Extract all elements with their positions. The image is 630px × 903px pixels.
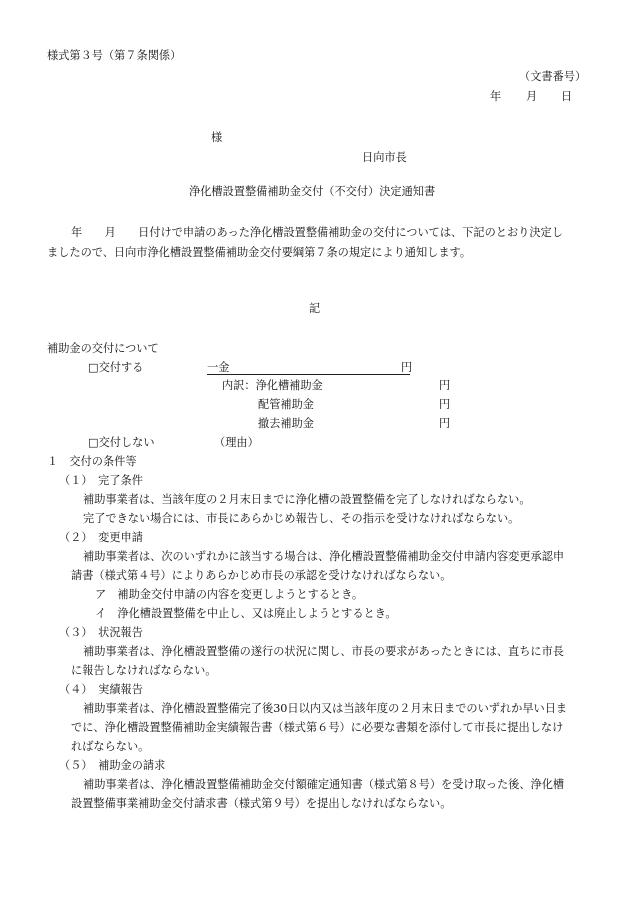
condition-5-line-2: 設置整備事業補助金交付請求書（様式第９号）を提出しなければならない。 <box>71 797 452 810</box>
condition-4-title: （４） 実績報告 <box>59 683 143 696</box>
reason-label: （理由） <box>214 436 259 449</box>
condition-5-title: （５） 補助金の請求 <box>59 759 166 772</box>
recipient-suffix: 様 <box>211 131 223 144</box>
breakdown-septic: 内訳：浄化槽補助金 <box>222 379 323 392</box>
condition-1-line-2: 完了できない場合には、市長にあらかじめ報告し、その指示を受けなければならない。 <box>83 512 520 525</box>
grant-heading: 補助金の交付について <box>47 342 159 355</box>
condition-2-item-a: ア 補助金交付申請の内容を変更しようとするとき。 <box>95 588 364 601</box>
ki-heading: 記 <box>309 302 321 315</box>
date-month: 月 <box>526 90 538 103</box>
grant-option-checkbox: □交付する <box>88 361 144 374</box>
condition-3-line-2: に報告しなければならない。 <box>71 664 217 677</box>
amount-underline <box>207 374 410 375</box>
breakdown-removal-yen: 円 <box>439 417 451 430</box>
condition-3-title: （３） 状況報告 <box>59 626 143 639</box>
breakdown-septic-yen: 円 <box>439 379 451 392</box>
condition-1-title: （１） 完了条件 <box>59 474 143 487</box>
breakdown-piping-yen: 円 <box>439 398 451 411</box>
no-grant-option-checkbox: □交付しない <box>88 436 155 449</box>
breakdown-piping: 配管補助金 <box>258 398 314 411</box>
condition-2-item-i: イ 浄化槽設置整備を中止し、又は廃止しようとするとき。 <box>95 607 397 620</box>
condition-4-line-1: 補助事業者は、浄化槽設置整備完了後30日以内又は当該年度の２月末日までのいずれか早い日ま <box>83 702 568 715</box>
date-year: 年 <box>490 90 502 103</box>
date-day: 日 <box>561 90 573 103</box>
issuer: 日向市長 <box>362 151 407 164</box>
condition-2-line-1: 補助事業者は、次のいずれかに該当する場合は、浄化槽設置整備補助金交付申請内容変更承認申 <box>83 550 565 563</box>
condition-5-line-1: 補助事業者は、浄化槽設置整備補助金交付額確定通知書（様式第８号）を受け取った後、浄化槽 <box>83 778 565 791</box>
condition-4-line-2: でに、浄化槽設置整備補助金実績報告書（様式第６号）に必要な書類を添付して市長に提出しなけ <box>71 721 564 734</box>
breakdown-removal: 撤去補助金 <box>258 417 314 430</box>
condition-1-line-1: 補助事業者は、当該年度の２月末日までに浄化槽の設置整備を完了しなければならない。 <box>83 493 531 506</box>
amount-yen: 円 <box>401 361 413 374</box>
condition-3-line-1: 補助事業者は、浄化槽設置整備の遂行の状況に関し、市長の要求があったときには、直ちに市長 <box>83 645 564 658</box>
intro-line-2: ましたので、日向市浄化槽設置整備補助金交付要綱第７条の規定により通知します。 <box>47 246 472 259</box>
intro-line-1: 年 月 日付けで申請のあった浄化槽設置整備補助金の交付については、下記のとおり決定し <box>71 226 563 239</box>
condition-2-line-2: 請書（様式第４号）によりあらかじめ市長の承認を受けなければならない。 <box>71 569 452 582</box>
page-title: 浄化槽設置整備補助金交付（不交付）決定通知書 <box>189 185 436 198</box>
section-1-heading: １ 交付の条件等 <box>47 455 137 468</box>
condition-2-title: （２） 変更申請 <box>59 531 143 544</box>
form-number: 様式第３号（第７条関係） <box>47 49 182 62</box>
doc-number: （文書番号） <box>519 70 587 83</box>
condition-4-line-3: ればならない。 <box>71 740 150 753</box>
amount-label: 一金 <box>207 361 230 374</box>
